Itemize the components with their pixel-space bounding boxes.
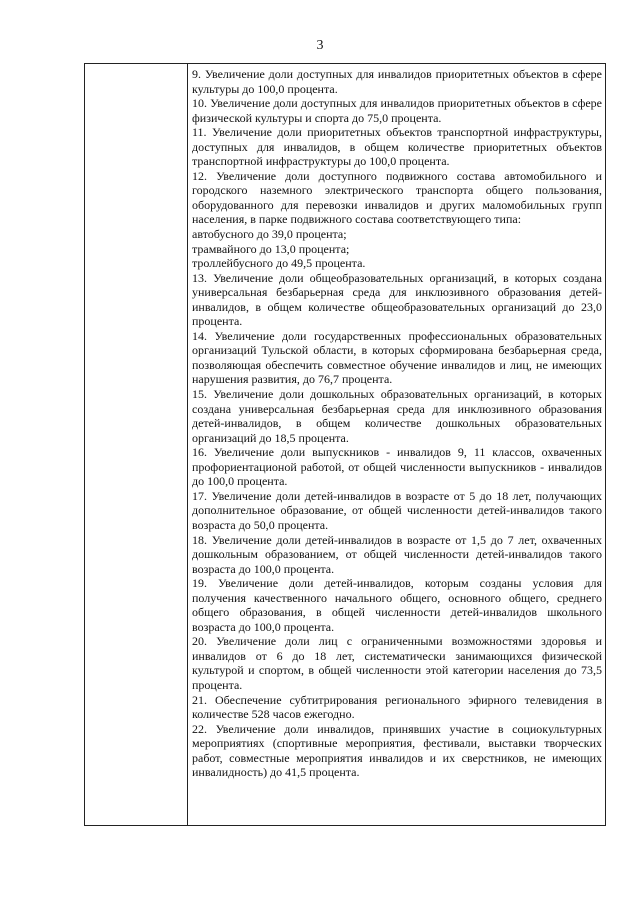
indicator-20: 20. Увеличение доли лиц с ограниченными возможностями здоровья и инвалидов от 6 до 18 лет, систематически занимающихся физической культурой и спортом, в общей численности этой категории населения до 73,5 процента. (192, 634, 602, 692)
indicator-12: 12. Увеличение доли доступного подвижного состава автомобильного и городского наземного электрического транспорта общего пользования, оборудованного для перевозки инвалидов и других маломобильных групп населения, в парке подвижного состава соответствующего типа: (192, 168, 602, 227)
indicator-13: 13. Увеличение доли общеобразовательных организаций, в которых создана универсальная безбарьерная среда для инклюзивного образования детей-инвалидов, в общем количестве общеобразовательных организаций до 23,0 процента. (192, 270, 602, 329)
indicator-22: 22. Увеличение доли инвалидов, принявших участие в социокультурных мероприятиях (спортивные мероприятия, фестивали, выставки творческих работ, совместные мероприятия инвалидов и их сверстников, не имеющих инвалидность) до 41,5 процента. (192, 721, 602, 780)
indicator-15: 15. Увеличение доли дошкольных образовательных организаций, в которых создана универсальная безбарьерная среда для инклюзивного образования детей-инвалидов, в общем количестве дошкольных образовательных организаций до 18,5 процента. (192, 387, 602, 445)
indicator-17: 17. Увеличение доли детей-инвалидов в возрасте от 5 до 18 лет, получающих дополнительное образование, от общей численности детей-инвалидов такого возраста до 50,0 процента. (192, 488, 602, 532)
indicator-16: 16. Увеличение доли выпускников - инвалидов 9, 11 классов, охваченных профориентационой работой, от общей численности выпускников - инвалидов до 100,0 процента. (192, 445, 602, 489)
indicator-10: 10. Увеличение доли доступных для инвалидов приоритетных объектов в сфере физической культуры и спорта до 75,0 процента. (192, 96, 602, 125)
page-number: 3 (316, 38, 324, 53)
indicator-19: 19. Увеличение доли детей-инвалидов, которым созданы условия для получения качественного начального общего, основного общего, среднего общего образования, в общей численности детей-инвалидов школьного возраста до 100,0 процента. (192, 576, 602, 634)
indicator-12-bus: автобусного до 39,0 процента; (192, 227, 347, 242)
indicator-9: 9. Увеличение доли доступных для инвалидов приоритетных объектов в сфере культуры до 100,0 процента. (192, 67, 602, 96)
indicator-18: 18. Увеличение доли детей-инвалидов в возрасте от 1,5 до 7 лет, охваченных дошкольным образованием, от общей численности детей-инвалидов такого возраста до 100,0 процента. (192, 532, 602, 576)
table-right-column (188, 64, 605, 825)
indicators-table (84, 63, 606, 826)
indicator-21: 21. Обеспечение субтитрирования регионального эфирного телевидения в количестве 528 часов ежегодно. (192, 692, 602, 722)
table-left-column (85, 64, 188, 825)
indicator-12-trolleybus: троллейбусного до 49,5 процента. (192, 256, 366, 271)
indicator-12-tram: трамвайного до 13,0 процента; (192, 241, 350, 256)
indicator-14: 14. Увеличение доли государственных профессиональных образовательных организаций Тульской области, в которых сформирована безбарьерная среда, позволяющая обеспечить совместное обучение инвалидов и лиц, не имеющих нарушения развития, до 76,7 процента. (192, 328, 602, 387)
indicator-11: 11. Увеличение доли приоритетных объектов транспортной инфраструктуры, доступных для инвалидов, в общем количестве приоритетных объектов транспортной инфраструктуры до 100,0 процента. (192, 125, 602, 169)
